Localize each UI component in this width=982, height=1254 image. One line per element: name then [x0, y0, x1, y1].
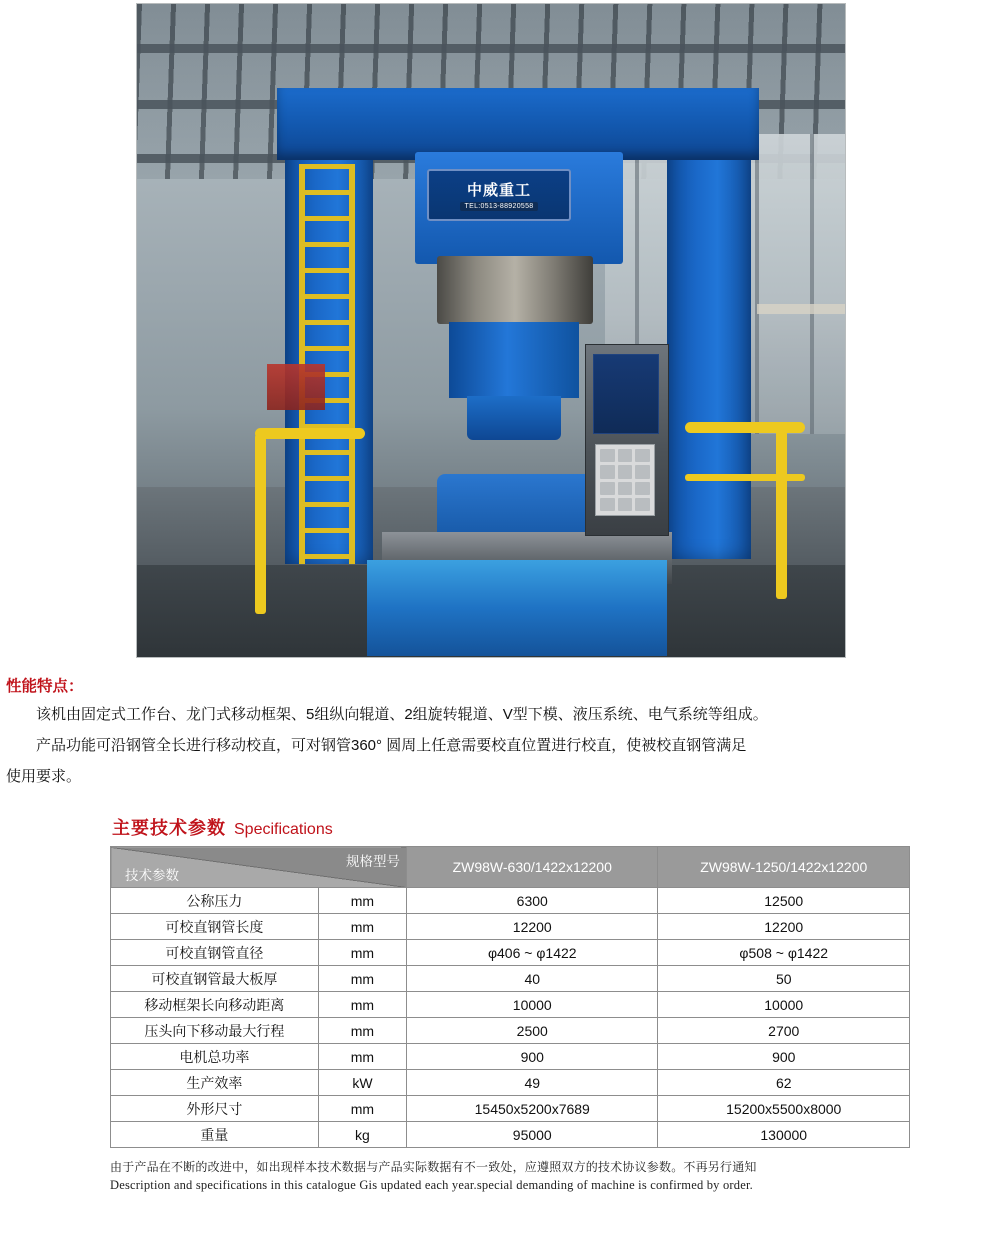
corner-model-label: 规格型号	[346, 854, 401, 870]
machine-logo-text: 中威重工	[466, 182, 531, 199]
table-row	[111, 888, 910, 914]
yellow-railing	[255, 434, 266, 614]
row-unit: mm	[318, 966, 406, 992]
features-paragraph-2: 产品功能可沿钢管全长进行移动校直，可对钢管360° 圆周上任意需要校直位置进行校直，使被校直钢管满足	[36, 736, 747, 754]
row-value-2: 12200	[658, 914, 910, 940]
yellow-railing	[255, 428, 365, 439]
table-header-row	[111, 847, 910, 888]
row-value-1: 12200	[407, 914, 658, 940]
row-value-1: 49	[407, 1070, 658, 1096]
row-unit: mm	[318, 1096, 406, 1122]
row-param: 外形尺寸	[111, 1096, 319, 1122]
control-keypad	[595, 444, 655, 516]
row-unit: mm	[318, 1044, 406, 1070]
table-row	[111, 940, 910, 966]
machine-table-base	[367, 560, 667, 656]
model-header-1: ZW98W-630/1422x12200	[407, 847, 658, 888]
row-param: 压头向下移动最大行程	[111, 1018, 319, 1044]
row-value-1: 15450x5200x7689	[407, 1096, 658, 1122]
yellow-railing	[685, 474, 805, 481]
row-param: 重量	[111, 1122, 319, 1148]
press-ram-nose	[467, 396, 561, 440]
row-value-1: 2500	[407, 1018, 658, 1044]
row-param: 生产效率	[111, 1070, 319, 1096]
row-unit: mm	[318, 940, 406, 966]
row-value-2: 130000	[658, 1122, 910, 1148]
specifications-heading-zh: 主要技术参数	[112, 818, 226, 839]
yellow-railing	[776, 429, 787, 599]
row-value-2: 62	[658, 1070, 910, 1096]
row-param: 可校直钢管直径	[111, 940, 319, 966]
control-screen	[593, 354, 659, 434]
press-crown	[277, 88, 759, 160]
row-unit: kg	[318, 1122, 406, 1148]
specifications-table	[110, 846, 910, 1148]
table-row	[111, 1096, 910, 1122]
row-unit: mm	[318, 992, 406, 1018]
row-value-2: φ508 ~ φ1422	[658, 940, 910, 966]
row-value-2: 2700	[658, 1018, 910, 1044]
row-param: 公称压力	[111, 888, 319, 914]
row-value-2: 10000	[658, 992, 910, 1018]
row-param: 电机总功率	[111, 1044, 319, 1070]
row-value-1: 95000	[407, 1122, 658, 1148]
row-unit: mm	[318, 888, 406, 914]
row-value-2: 12500	[658, 888, 910, 914]
row-value-1: 6300	[407, 888, 658, 914]
features-paragraph-3: 使用要求。	[6, 767, 82, 785]
table-row	[111, 992, 910, 1018]
specifications-heading-en: Specifications	[234, 821, 333, 839]
roof-beam	[137, 44, 845, 53]
yellow-railing	[685, 422, 805, 433]
row-value-1: 10000	[407, 992, 658, 1018]
red-equipment-box	[267, 364, 325, 410]
table-row	[111, 1018, 910, 1044]
press-ram-body	[449, 322, 579, 398]
model-header-2: ZW98W-1250/1422x12200	[658, 847, 910, 888]
table-row	[111, 1122, 910, 1148]
table-row	[111, 914, 910, 940]
row-value-1: φ406 ~ φ1422	[407, 940, 658, 966]
row-param: 移动框架长向移动距离	[111, 992, 319, 1018]
features-title: 性能特点：	[6, 678, 84, 695]
corner-param-label: 技术参数	[125, 868, 179, 884]
specifications-heading	[112, 814, 982, 840]
press-ram-cylinder	[437, 256, 593, 324]
disclaimer-english: Description and specifications in this catalogue Gis updated each year.special demanding of machine is confirmed by order.	[110, 1178, 753, 1193]
row-param: 可校直钢管长度	[111, 914, 319, 940]
row-value-2: 15200x5500x8000	[658, 1096, 910, 1122]
table-row	[111, 966, 910, 992]
row-param: 可校直钢管最大板厚	[111, 966, 319, 992]
row-value-2: 50	[658, 966, 910, 992]
table-corner-cell	[111, 847, 407, 888]
table-row	[111, 1044, 910, 1070]
machine-logo-tel: TEL:0513-88920558	[460, 202, 539, 211]
table-row	[111, 1070, 910, 1096]
row-value-1: 40	[407, 966, 658, 992]
row-value-1: 900	[407, 1044, 658, 1070]
row-unit: mm	[318, 914, 406, 940]
row-unit: mm	[318, 1018, 406, 1044]
row-unit: kW	[318, 1070, 406, 1096]
product-photo	[136, 3, 846, 658]
row-value-2: 900	[658, 1044, 910, 1070]
catwalk	[757, 304, 846, 314]
features-paragraph-1: 该机由固定式工作台、龙门式移动框架、5组纵向辊道、2组旋转辊道、V型下模、液压系统、电气系统等组成。	[36, 706, 768, 723]
disclaimer-chinese: 由于产品在不断的改进中，如出现样本技术数据与产品实际数据有不一致处，应遵照双方的技术协议参数。不再另行通知	[110, 1160, 757, 1175]
machine-logo-plate	[427, 169, 571, 221]
